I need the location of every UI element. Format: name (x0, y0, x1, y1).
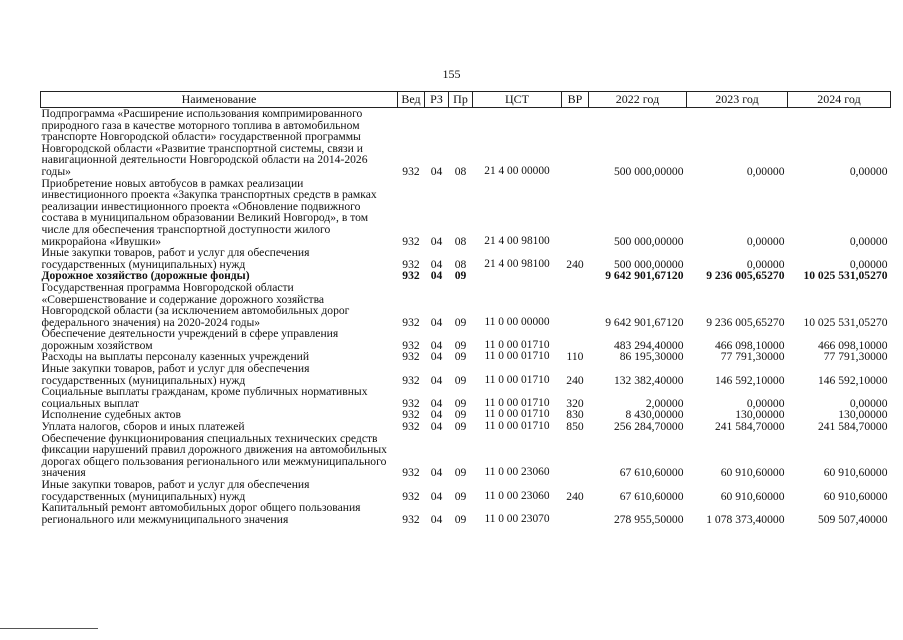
cell-ved: 932 (402, 420, 420, 434)
cell-rz: 04 (430, 338, 443, 352)
cell-vr (562, 433, 589, 479)
cell-ved: 932 (402, 338, 420, 352)
cell-vr: 830 (566, 408, 584, 422)
cell-vr: 240 (566, 257, 584, 271)
cell-ved: 932 (402, 512, 420, 526)
cell-cst: 11 0 00 01710 (484, 373, 550, 386)
cell-ved: 932 (402, 489, 420, 503)
table-row (41, 433, 891, 479)
cell-2022: 2,00000 (645, 396, 684, 410)
cell-2022: 9 642 901,67120 (605, 269, 684, 283)
cell-2024: 77 791,30000 (823, 350, 888, 364)
header-2022: 2022 год (589, 92, 687, 108)
cell-pr: 09 (454, 466, 467, 480)
cell-rz: 04 (430, 234, 443, 248)
cell-2024: 0,00000 (849, 164, 888, 178)
cell-2022: 67 610,60000 (619, 489, 684, 503)
cell-rz: 04 (430, 269, 443, 283)
cell-ved: 932 (402, 234, 420, 248)
cell-2024: 60 910,60000 (823, 466, 888, 480)
page-number: 155 (442, 67, 461, 81)
cell-pr: 09 (454, 269, 467, 283)
cell-2023: 130,00000 (735, 408, 785, 422)
cell-ved: 932 (402, 269, 420, 283)
cell-2024: 466 098,10000 (817, 338, 888, 352)
table-row (41, 247, 891, 270)
cell-cst: 11 0 00 01710 (484, 396, 550, 409)
cell-cst: 11 0 00 01710 (484, 338, 550, 351)
cell-vr: 240 (566, 373, 584, 387)
cell-pr: 09 (454, 512, 467, 526)
table-row (41, 421, 891, 433)
cell-ved: 932 (402, 466, 420, 480)
cell-cst: 11 0 00 01710 (484, 420, 550, 433)
cell-vr: 850 (566, 420, 584, 434)
cell-2024: 146 592,10000 (817, 373, 888, 387)
cell-pr: 09 (454, 350, 467, 364)
cell-2023: 0,00000 (746, 234, 785, 248)
cell-2023: 0,00000 (746, 396, 785, 410)
cell-vr (562, 178, 589, 248)
cell-rz: 04 (430, 164, 443, 178)
cell-2023: 146 592,10000 (714, 373, 785, 387)
cell-rz: 04 (430, 396, 443, 410)
cell-2022: 500 000,00000 (613, 257, 684, 271)
cell-name: Иные закупки товаров, работ и услуг для обеспечения государственных (муниципальных) нужд (41, 362, 310, 387)
cell-pr: 09 (454, 373, 467, 387)
cell-vr (562, 328, 589, 351)
cell-2024: 509 507,40000 (817, 512, 888, 526)
cell-2024: 0,00000 (849, 396, 888, 410)
table-row (41, 502, 891, 525)
header-vr: ВР (562, 92, 589, 108)
cell-ved: 932 (402, 257, 420, 271)
cell-2023: 241 584,70000 (714, 420, 785, 434)
cell-2022: 86 195,30000 (619, 350, 684, 364)
table-header-row (41, 92, 891, 108)
header-2023: 2023 год (687, 92, 788, 108)
cell-vr: 320 (566, 396, 584, 410)
cell-name: Дорожное хозяйство (дорожные фонды) (41, 269, 250, 283)
header-ved: Вед (398, 92, 425, 108)
table-row (41, 178, 891, 248)
cell-2023: 0,00000 (746, 164, 785, 178)
header-rz: РЗ (425, 92, 449, 108)
cell-cst: 21 4 00 98100 (484, 257, 550, 270)
cell-name: Уплата налогов, сборов и иных платежей (41, 420, 245, 434)
cell-ved: 932 (402, 373, 420, 387)
cell-vr (562, 270, 589, 282)
cell-cst: 11 0 00 23060 (484, 466, 550, 479)
cell-2022: 278 955,50000 (613, 512, 684, 526)
cell-2022: 132 382,40000 (613, 373, 684, 387)
cell-vr (562, 282, 589, 328)
cell-cst: 21 4 00 00000 (484, 164, 550, 177)
cell-2023: 9 236 005,65270 (706, 315, 785, 329)
cell-2023: 77 791,30000 (720, 350, 785, 364)
cell-pr: 09 (454, 315, 467, 329)
cell-pr: 08 (454, 164, 467, 178)
cell-2023: 0,00000 (746, 257, 785, 271)
cell-cst: 11 0 00 23060 (484, 489, 550, 502)
cell-2022: 8 430,00000 (625, 408, 684, 422)
cell-ved: 932 (402, 350, 420, 364)
cell-2024: 10 025 531,05270 (803, 269, 888, 283)
cell-vr: 240 (566, 489, 584, 503)
cell-cst: 11 0 00 01710 (484, 408, 550, 421)
cell-cst (473, 270, 562, 282)
cell-pr: 09 (454, 408, 467, 422)
cell-ved: 932 (402, 164, 420, 178)
cell-ved: 932 (402, 408, 420, 422)
cell-ved: 932 (402, 396, 420, 410)
cell-cst: 11 0 00 00000 (484, 315, 550, 328)
cell-2023: 1 078 373,40000 (706, 512, 785, 526)
cell-name: Приобретение новых автобусов в рамках реализации инвестиционного проекта «Закупка транспортных средств в рамках реализации инвестиционного проекта «Обновление подвижного состава в муниципальном образовании Великий Новгород», в том числе для обеспечения транспортной доступности жилого микрорайона «Ивушки» (41, 176, 377, 248)
cell-rz: 04 (430, 466, 443, 480)
cell-2022: 500 000,00000 (613, 234, 684, 248)
table-row (41, 108, 891, 178)
cell-2022: 483 294,40000 (613, 338, 684, 352)
cell-2024: 60 910,60000 (823, 489, 888, 503)
cell-rz: 04 (430, 315, 443, 329)
cell-ved: 932 (402, 315, 420, 329)
budget-table (40, 91, 891, 525)
cell-2024: 10 025 531,05270 (803, 315, 888, 329)
cell-2024: 0,00000 (849, 234, 888, 248)
cell-2022: 500 000,00000 (613, 164, 684, 178)
cell-2023: 60 910,60000 (720, 466, 785, 480)
table-row (41, 363, 891, 386)
cell-name: Расходы на выплаты персоналу казенных учреждений (41, 350, 310, 364)
cell-name: Обеспечение деятельности учреждений в сфере управления дорожным хозяйством (41, 327, 339, 352)
table-body (41, 108, 891, 526)
cell-rz: 04 (430, 257, 443, 271)
cell-rz: 04 (430, 512, 443, 526)
cell-rz: 04 (430, 350, 443, 364)
cell-pr: 09 (454, 420, 467, 434)
cell-2024: 130,00000 (838, 408, 888, 422)
cell-2023: 60 910,60000 (720, 489, 785, 503)
cell-vr: 110 (566, 350, 584, 364)
table-row (41, 386, 891, 409)
header-cst: ЦСТ (473, 92, 562, 108)
cell-cst: 11 0 00 23070 (484, 512, 550, 525)
table-row (41, 479, 891, 502)
cell-2023: 9 236 005,65270 (706, 269, 785, 283)
cell-name: Подпрограмма «Расширение использования компримированного природного газа в качестве моторного топлива в автомобильном транспорте Новгородской области» государственной программы Новгородской области «Развитие транспортной системы, связи и навигационной деятельности Новгородской области на 2014-2026 годы» (41, 107, 368, 178)
cell-pr: 09 (454, 338, 467, 352)
cell-2023: 466 098,10000 (714, 338, 785, 352)
cell-name: Обеспечение функционирования специальных технических средств фиксации нарушений правил дорожного движения на автомобильных дорогах общего пользования регионального или межмуниципального значения (41, 431, 387, 480)
cell-cst: 21 4 00 98100 (484, 234, 550, 247)
cell-rz: 04 (430, 408, 443, 422)
cell-rz: 04 (430, 373, 443, 387)
cell-vr (562, 502, 589, 525)
cell-2024: 0,00000 (849, 257, 888, 271)
table-row (41, 282, 891, 328)
cell-pr: 09 (454, 489, 467, 503)
cell-name: Капитальный ремонт автомобильных дорог общего пользования регионального или межмуниципального значения (41, 501, 361, 526)
footer-divider (0, 628, 98, 629)
cell-name: Государственная программа Новгородской области «Совершенствование и содержание дорожного хозяйства Новгородской области (за исключением автомобильных дорог федерального значения) на 2020-2024 годы» (41, 280, 350, 329)
cell-name: Иные закупки товаров, работ и услуг для обеспечения государственных (муниципальных) нужд (41, 246, 310, 271)
cell-pr: 09 (454, 396, 467, 410)
cell-name: Социальные выплаты гражданам, кроме публичных нормативных социальных выплат (41, 385, 368, 410)
cell-2022: 9 642 901,67120 (605, 315, 684, 329)
cell-pr: 08 (454, 257, 467, 271)
header-name: Наименование (41, 92, 398, 108)
cell-2024: 241 584,70000 (817, 420, 888, 434)
table-row (41, 328, 891, 351)
cell-rz: 04 (430, 420, 443, 434)
cell-cst: 11 0 00 01710 (484, 350, 550, 363)
cell-rz: 04 (430, 489, 443, 503)
cell-vr (562, 108, 589, 178)
cell-name: Исполнение судебных актов (41, 408, 181, 422)
cell-name: Иные закупки товаров, работ и услуг для обеспечения государственных (муниципальных) нужд (41, 478, 310, 503)
header-2024: 2024 год (788, 92, 891, 108)
cell-pr: 08 (454, 234, 467, 248)
header-pr: Пр (449, 92, 473, 108)
cell-2022: 256 284,70000 (613, 420, 684, 434)
cell-2022: 67 610,60000 (619, 466, 684, 480)
